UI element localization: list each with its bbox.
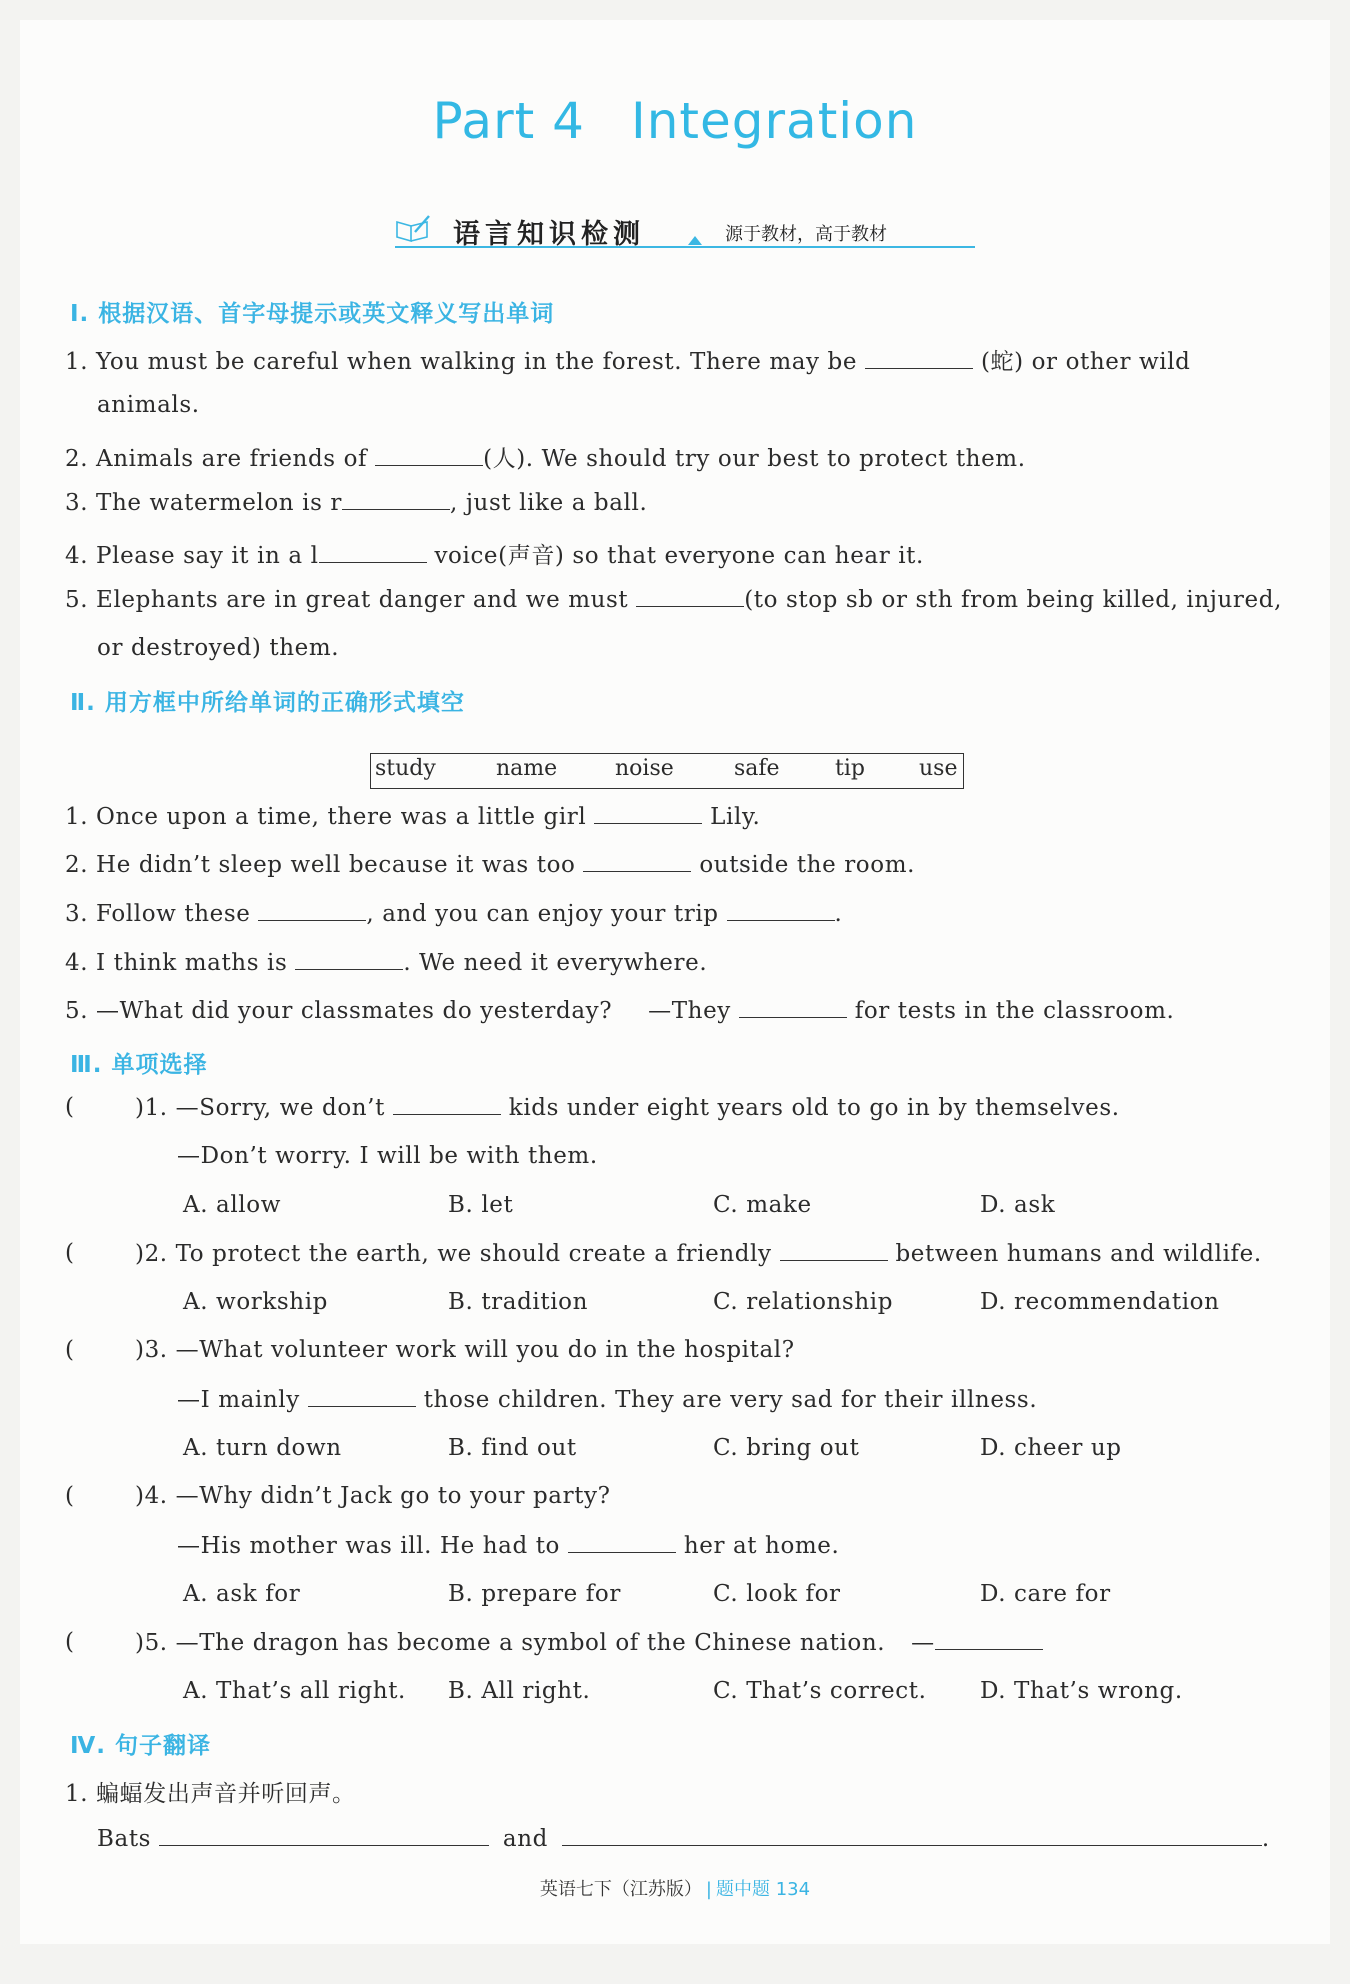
banner-marker bbox=[688, 236, 702, 245]
answer-blank[interactable] bbox=[594, 803, 702, 824]
option-b[interactable]: B. find out bbox=[448, 1435, 577, 1461]
option-a[interactable]: A. allow bbox=[183, 1192, 281, 1218]
title-name: Integration bbox=[630, 92, 918, 150]
page-footer bbox=[20, 1875, 1330, 1901]
option-d[interactable]: D. ask bbox=[980, 1192, 1056, 1218]
option-a[interactable]: A. workship bbox=[183, 1289, 328, 1315]
option-c[interactable]: C. look for bbox=[713, 1581, 841, 1607]
footer-book: 英语七下（江苏版） bbox=[539, 1879, 702, 1900]
section-banner bbox=[375, 206, 975, 254]
s3-q3-reply: —I mainly those children. They are very sad for their illness. bbox=[177, 1387, 1038, 1413]
option-b[interactable]: B. tradition bbox=[448, 1289, 589, 1315]
section-2-heading: Ⅱ. 用方框中所给单词的正确形式填空 bbox=[70, 690, 465, 716]
s3-q1-reply: —Don’t worry. I will be with them. bbox=[177, 1143, 598, 1169]
answer-blank[interactable] bbox=[562, 1825, 1262, 1846]
footer-series: 题中题 bbox=[715, 1879, 770, 1900]
s2-q5: 5. —What did your classmates do yesterday? —They for tests in the classroom. bbox=[65, 998, 1175, 1024]
answer-blank[interactable] bbox=[583, 851, 691, 872]
answer-blank[interactable] bbox=[935, 1629, 1043, 1650]
answer-blank[interactable] bbox=[342, 489, 450, 510]
answer-blank[interactable] bbox=[258, 900, 366, 921]
word-box-item: noise bbox=[615, 756, 674, 781]
s3-q4-reply: —His mother was ill. He had to her at home. bbox=[177, 1533, 840, 1559]
answer-blank[interactable] bbox=[393, 1094, 501, 1115]
answer-blank[interactable] bbox=[375, 445, 483, 466]
answer-paren[interactable]: ( bbox=[65, 1483, 74, 1509]
s2-q3: 3. Follow these , and you can enjoy your trip . bbox=[65, 901, 843, 927]
option-b[interactable]: B. All right. bbox=[448, 1678, 591, 1704]
answer-blank[interactable] bbox=[159, 1825, 489, 1846]
answer-blank[interactable] bbox=[739, 997, 847, 1018]
option-c[interactable]: C. That’s correct. bbox=[713, 1678, 927, 1704]
s3-q2: )2. To protect the earth, we should create a friendly between humans and wildlife. bbox=[135, 1241, 1262, 1267]
option-d[interactable]: D. cheer up bbox=[980, 1435, 1122, 1461]
s1-q3: 3. The watermelon is r , just like a ball. bbox=[65, 490, 648, 516]
footer-separator: | bbox=[705, 1879, 712, 1900]
option-a[interactable]: A. turn down bbox=[183, 1435, 342, 1461]
word-box-item: name bbox=[496, 756, 558, 781]
section-4-heading: Ⅳ. 句子翻译 bbox=[70, 1733, 212, 1759]
option-c[interactable]: C. make bbox=[713, 1192, 812, 1218]
answer-paren[interactable]: ( bbox=[65, 1094, 74, 1120]
answer-blank[interactable] bbox=[308, 1386, 416, 1407]
s2-q4: 4. I think maths is . We need it everywhere. bbox=[65, 950, 708, 976]
option-d[interactable]: D. care for bbox=[980, 1581, 1111, 1607]
answer-paren[interactable]: ( bbox=[65, 1337, 74, 1363]
answer-blank[interactable] bbox=[780, 1240, 888, 1261]
section-3-heading: Ⅲ. 单项选择 bbox=[70, 1052, 208, 1078]
s1-q2: 2. Animals are friends of (人). We should try our best to protect them. bbox=[65, 446, 1026, 472]
answer-blank[interactable] bbox=[295, 949, 403, 970]
s1-q5-cont: or destroyed) them. bbox=[97, 635, 340, 661]
s1-q1-cont: animals. bbox=[97, 392, 200, 418]
s3-q4: )4. —Why didn’t Jack go to your party? bbox=[135, 1483, 611, 1509]
answer-blank[interactable] bbox=[865, 348, 973, 369]
page-title bbox=[20, 92, 1330, 150]
option-d[interactable]: D. That’s wrong. bbox=[980, 1678, 1183, 1704]
page-number: 134 bbox=[775, 1879, 811, 1900]
s1-q4: 4. Please say it in a l voice(声音) so that everyone can hear it. bbox=[65, 543, 924, 569]
answer-paren[interactable]: ( bbox=[65, 1629, 74, 1655]
answer-blank[interactable] bbox=[319, 542, 427, 563]
worksheet-page bbox=[20, 20, 1330, 1944]
option-d[interactable]: D. recommendation bbox=[980, 1289, 1220, 1315]
banner-slogan: 源于教材，高于教材 bbox=[725, 224, 887, 245]
option-c[interactable]: C. relationship bbox=[713, 1289, 894, 1315]
word-box-item: use bbox=[919, 756, 958, 781]
s3-q5: )5. —The dragon has become a symbol of the Chinese nation. — bbox=[135, 1629, 1043, 1656]
book-pencil-icon bbox=[395, 214, 431, 242]
word-box-item: safe bbox=[734, 756, 780, 781]
answer-paren[interactable]: ( bbox=[65, 1240, 74, 1266]
s2-q2: 2. He didn’t sleep well because it was too outside the room. bbox=[65, 852, 916, 878]
s1-q5: 5. Elephants are in great danger and we must (to stop sb or sth from being killed, injured, bbox=[65, 587, 1282, 613]
s3-q3: )3. —What volunteer work will you do in the hospital? bbox=[135, 1337, 795, 1363]
title-part: Part 4 bbox=[432, 92, 585, 150]
banner-heading: 语言知识检测 bbox=[453, 219, 645, 250]
answer-blank[interactable] bbox=[636, 586, 744, 607]
s4-q1: 1. 蝙蝠发出声音并听回声。 bbox=[65, 1781, 356, 1807]
s1-q1: 1. You must be careful when walking in the forest. There may be (蛇) or other wild bbox=[65, 349, 1191, 375]
section-1-heading: Ⅰ. 根据汉语、首字母提示或英文释义写出单词 bbox=[70, 301, 555, 327]
word-box-item: tip bbox=[835, 756, 865, 781]
option-b[interactable]: B. let bbox=[448, 1192, 514, 1218]
option-b[interactable]: B. prepare for bbox=[448, 1581, 621, 1607]
s4-q1-answer: Bats and . bbox=[97, 1826, 1270, 1852]
word-box bbox=[370, 753, 964, 789]
option-a[interactable]: A. ask for bbox=[183, 1581, 301, 1607]
s3-q1: )1. —Sorry, we don’t kids under eight years old to go in by themselves. bbox=[135, 1095, 1120, 1121]
answer-blank[interactable] bbox=[568, 1532, 676, 1553]
word-box-item: study bbox=[375, 756, 436, 781]
option-a[interactable]: A. That’s all right. bbox=[183, 1678, 406, 1704]
option-c[interactable]: C. bring out bbox=[713, 1435, 860, 1461]
answer-blank[interactable] bbox=[727, 900, 835, 921]
s2-q1: 1. Once upon a time, there was a little girl Lily. bbox=[65, 804, 761, 830]
banner-underline bbox=[395, 246, 975, 248]
